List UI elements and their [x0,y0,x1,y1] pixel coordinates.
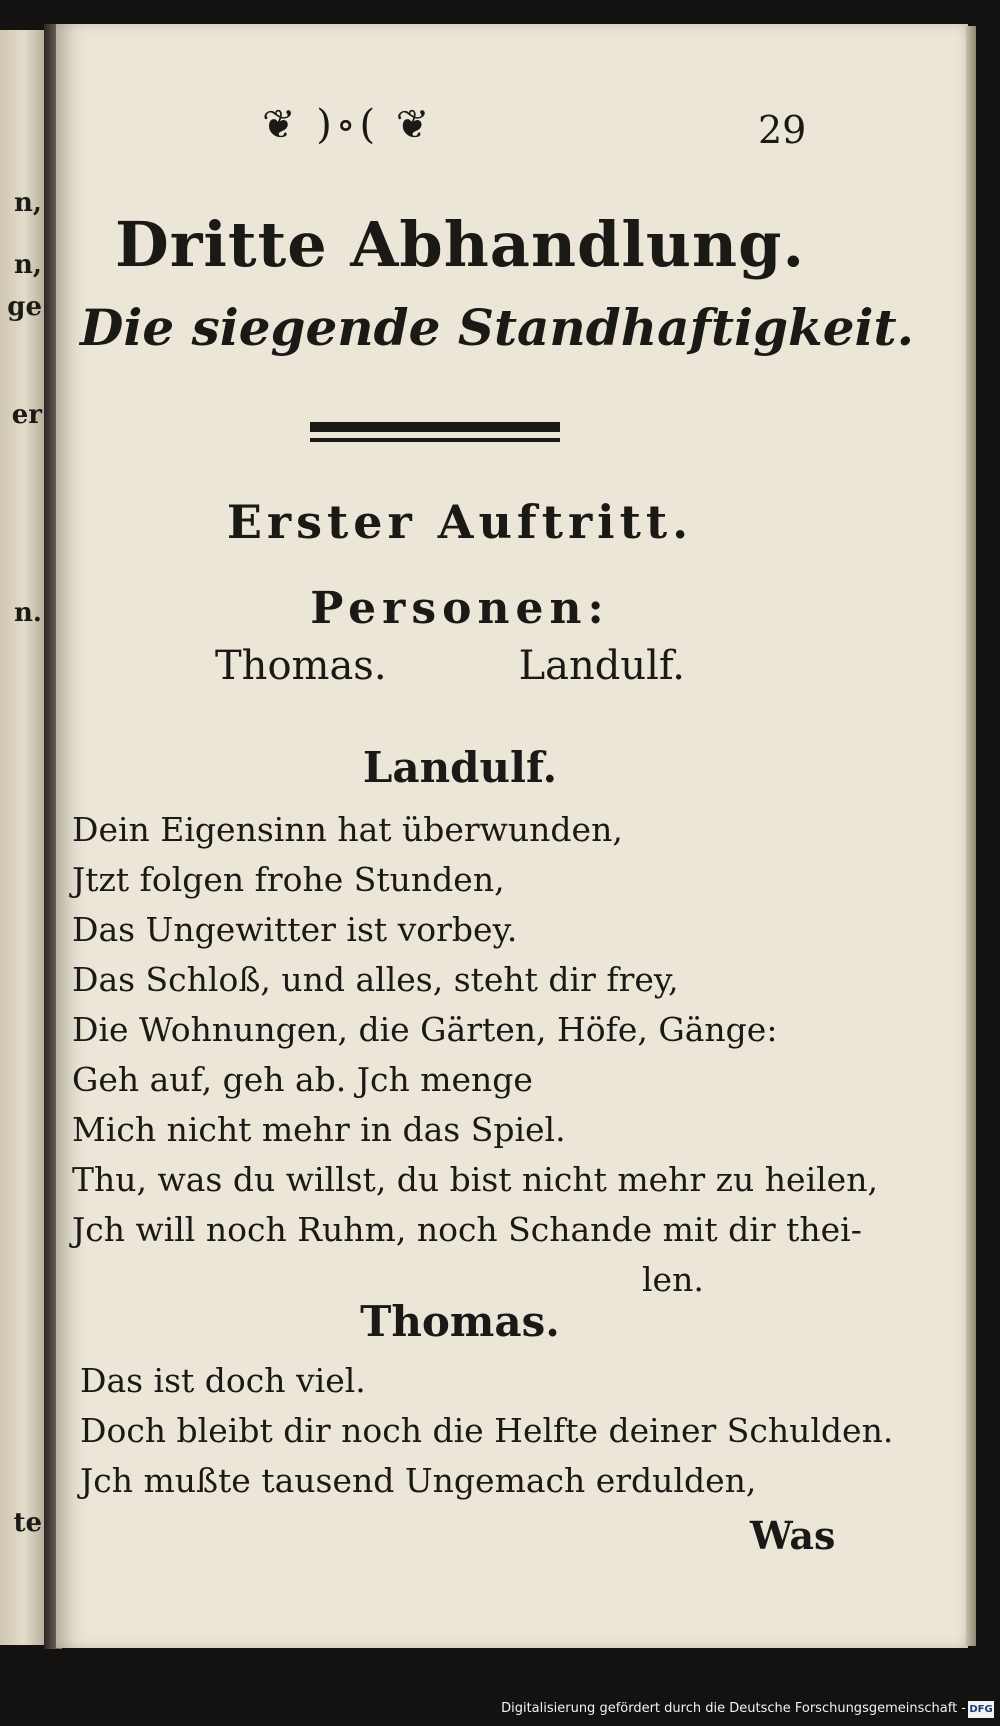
catchword: Was [750,1513,836,1558]
page-number: 29 [758,108,807,152]
verse-line: Jch mußte tausend Ungemach erdulden, [80,1461,757,1500]
digitization-credit: Digitalisierung gefördert durch die Deutsche Forschungsgemeinschaft - [501,1701,966,1716]
verse-line: Doch bleibt dir noch die Helfte deiner Schulden. [80,1411,894,1450]
act-subtitle: Die siegende Standhaftigkeit. [80,298,915,357]
verse-line: Das ist doch viel. [80,1361,366,1400]
double-rule-thick [310,422,560,432]
speaker-heading: Landulf. [362,743,558,792]
act-title: Dritte Abhandlung. [114,208,806,281]
facing-page [0,30,44,1645]
speaker-heading: Thomas. [360,1297,560,1346]
double-rule-thin [310,438,560,442]
scene-heading: Erster Auftritt. [226,495,694,549]
header-ornament: ❦ )∘( ❦ [262,102,434,148]
facing-page-fragment: n, [14,188,42,218]
facing-page-fragment: n. [14,598,42,628]
verse-line: Jch will noch Ruhm, noch Schande mit dir thei- [72,1210,862,1249]
facing-page-fragment: te [13,1508,42,1538]
personae-heading: Personen: [310,583,610,634]
verse-line: Thu, was du willst, du bist nicht mehr zu heilen, [72,1160,878,1199]
facing-page-fragment: ge [7,292,42,322]
speech-verse [80,1356,894,1506]
facing-page-fragment: n, [14,250,42,280]
verse-line: Geh auf, geh ab. Jch menge [72,1060,533,1099]
verse-continuation: len. [642,1260,704,1299]
dfg-logo: DFG [968,1701,994,1718]
verse-line: Das Ungewitter ist vorbey. [72,910,518,949]
verse-line: Die Wohnungen, die Gärten, Höfe, Gänge: [72,1010,778,1049]
facing-page-fragment: er [11,400,42,430]
verse-line: Jtzt folgen frohe Stunden, [72,860,505,899]
persona-name: Landulf. [518,643,685,689]
verse-line: Mich nicht mehr in das Spiel. [72,1110,566,1149]
verse-line: Dein Eigensinn hat überwunden, [72,810,623,849]
speech-verse [72,805,878,1305]
personae-list [215,643,685,689]
persona-name: Thomas. [215,643,387,689]
verse-line: Das Schloß, und alles, steht dir frey, [72,960,679,999]
page-edge [966,26,976,1646]
